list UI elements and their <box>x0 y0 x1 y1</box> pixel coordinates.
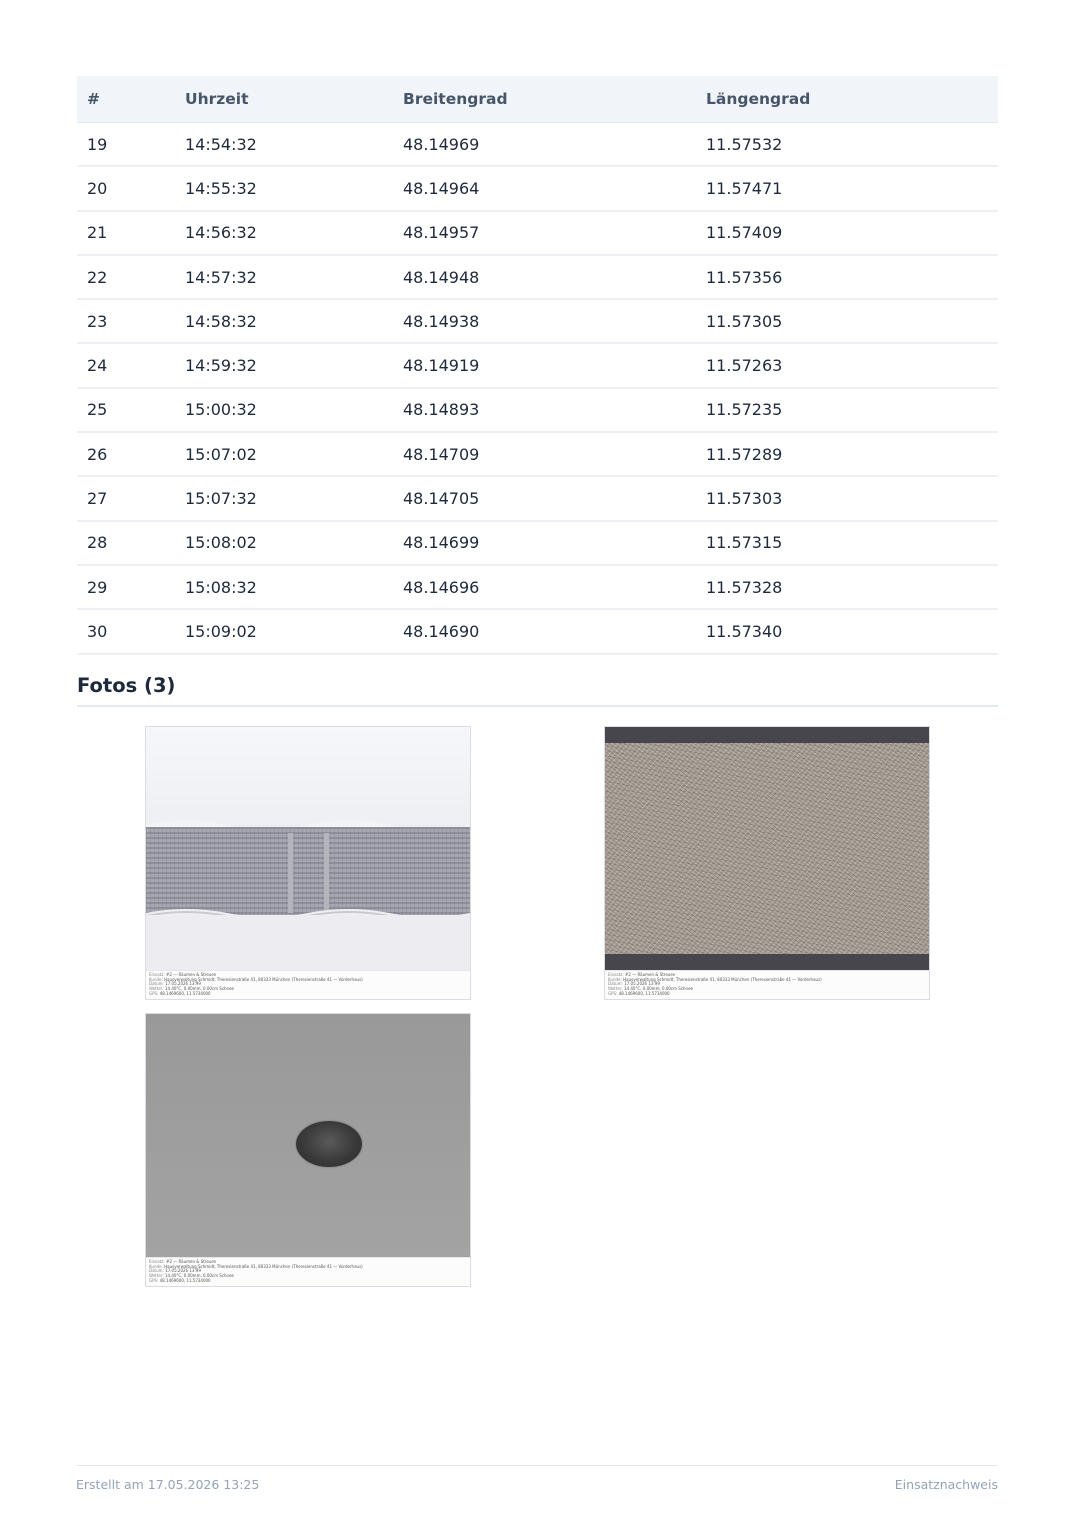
table-row <box>77 166 998 210</box>
column-header-latitude: Breitengrad <box>393 76 696 123</box>
photo-image-gravel <box>605 727 929 970</box>
cell-index: 29 <box>77 565 175 609</box>
cell-time: 15:08:02 <box>175 521 393 565</box>
cell-latitude: 48.14948 <box>393 255 696 299</box>
cell-index: 21 <box>77 211 175 255</box>
photo-caption: Einsatz: #2 — Räumen & Streuen Kunde: Hausverwaltung Schmidt, Theresienstraße 41, 80333 München (Theresienstraße 41 — Vorderhaus) Datum: 17.05.2026 13:99 Wetter: 14.40°C, 0.00mm, 0.00cm Schnee GPS: 48.1469600, 11.5734000 <box>146 1257 470 1287</box>
cell-index: 24 <box>77 343 175 387</box>
table-row <box>77 476 998 520</box>
cell-index: 26 <box>77 432 175 476</box>
cell-longitude: 11.57305 <box>696 299 998 343</box>
cell-time: 15:07:32 <box>175 476 393 520</box>
table-row <box>77 565 998 609</box>
cell-index: 25 <box>77 388 175 432</box>
cell-longitude: 11.57471 <box>696 166 998 210</box>
photo-thumbnail[interactable] <box>604 726 930 1000</box>
cell-longitude: 11.57356 <box>696 255 998 299</box>
cell-index: 30 <box>77 609 175 653</box>
cell-latitude: 48.14969 <box>393 123 696 167</box>
table-header-row <box>77 76 998 123</box>
gps-track-table <box>77 76 998 655</box>
cell-longitude: 11.57409 <box>696 211 998 255</box>
table-row <box>77 123 998 167</box>
cell-index: 19 <box>77 123 175 167</box>
table-row <box>77 609 998 653</box>
cell-time: 14:56:32 <box>175 211 393 255</box>
photo-thumbnail[interactable] <box>145 726 471 1000</box>
cell-latitude: 48.14709 <box>393 432 696 476</box>
table-row <box>77 211 998 255</box>
cell-latitude: 48.14938 <box>393 299 696 343</box>
cell-index: 23 <box>77 299 175 343</box>
cell-time: 14:58:32 <box>175 299 393 343</box>
cell-latitude: 48.14699 <box>393 521 696 565</box>
column-header-index: # <box>77 76 175 123</box>
photo-caption: Einsatz: #2 — Räumen & Streuen Kunde: Hausverwaltung Schmidt, Theresienstraße 41, 80333 München (Theresienstraße 41 — Vorderhaus) Datum: 17.05.2026 13:99 Wetter: 14.40°C, 0.00mm, 0.00cm Schnee GPS: 48.1469600, 11.5734000 <box>146 970 470 1000</box>
cell-index: 22 <box>77 255 175 299</box>
cell-longitude: 11.57340 <box>696 609 998 653</box>
cell-latitude: 48.14957 <box>393 211 696 255</box>
cell-time: 14:57:32 <box>175 255 393 299</box>
cell-longitude: 11.57328 <box>696 565 998 609</box>
table-row <box>77 432 998 476</box>
cell-latitude: 48.14893 <box>393 388 696 432</box>
cell-latitude: 48.14705 <box>393 476 696 520</box>
cell-longitude: 11.57289 <box>696 432 998 476</box>
cell-longitude: 11.57532 <box>696 123 998 167</box>
table-row <box>77 299 998 343</box>
footer-created-date: Erstellt am 17.05.2026 13:25 <box>76 1477 260 1492</box>
cell-longitude: 11.57303 <box>696 476 998 520</box>
cell-latitude: 48.14696 <box>393 565 696 609</box>
photo-image-snowy-roof <box>146 727 470 970</box>
table-row <box>77 255 998 299</box>
cell-time: 15:07:02 <box>175 432 393 476</box>
cell-index: 28 <box>77 521 175 565</box>
photo-image-pothole <box>146 1014 470 1257</box>
table-row <box>77 343 998 387</box>
cell-longitude: 11.57263 <box>696 343 998 387</box>
cell-index: 20 <box>77 166 175 210</box>
cell-time: 14:54:32 <box>175 123 393 167</box>
cell-latitude: 48.14690 <box>393 609 696 653</box>
cell-time: 14:55:32 <box>175 166 393 210</box>
footer-document-type: Einsatznachweis <box>894 1477 998 1492</box>
photo-thumbnail[interactable] <box>145 1013 471 1287</box>
table-row <box>77 521 998 565</box>
cell-time: 15:00:32 <box>175 388 393 432</box>
page-footer <box>76 1465 998 1492</box>
cell-index: 27 <box>77 476 175 520</box>
report-page <box>77 76 998 697</box>
cell-time: 15:09:02 <box>175 609 393 653</box>
cell-latitude: 48.14919 <box>393 343 696 387</box>
cell-longitude: 11.57235 <box>696 388 998 432</box>
column-header-longitude: Längengrad <box>696 76 998 123</box>
photo-caption: Einsatz: #2 — Räumen & Streuen Kunde: Hausverwaltung Schmidt, Theresienstraße 41, 80333 München (Theresienstraße 41 — Vorderhaus) Datum: 17.05.2026 13:99 Wetter: 14.40°C, 0.00mm, 0.00cm Schnee GPS: 48.1469600, 11.5734000 <box>605 970 929 1000</box>
cell-time: 14:59:32 <box>175 343 393 387</box>
table-row <box>77 388 998 432</box>
cell-time: 15:08:32 <box>175 565 393 609</box>
cell-longitude: 11.57315 <box>696 521 998 565</box>
cell-latitude: 48.14964 <box>393 166 696 210</box>
column-header-time: Uhrzeit <box>175 76 393 123</box>
photos-section-title: Fotos (3) <box>77 674 998 707</box>
